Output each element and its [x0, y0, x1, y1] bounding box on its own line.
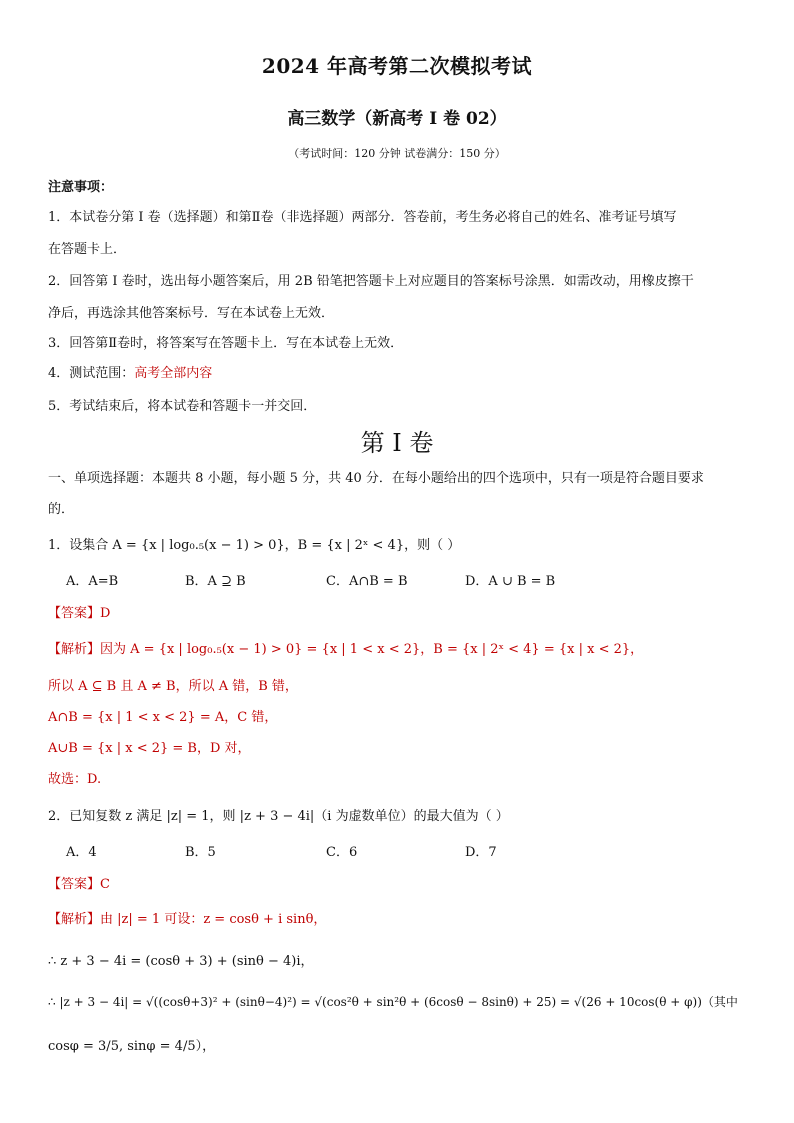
exam-meta: （考试时间：120 分钟 试卷满分：150 分） — [288, 147, 506, 160]
question-1-choice-c: C．A∩B = B — [326, 574, 408, 589]
question-2-stem: 2．已知复数 z 满足 |z| = 1，则 |z + 3 − 4i|（i 为虚数单位）的最大值为（ ） — [48, 809, 509, 824]
analysis-line: A∩B = {x | 1 < x < 2} = A，C 错， — [48, 710, 278, 725]
question-2-analysis — [48, 908, 326, 927]
question-1-choice-b: B．A ⊇ B — [185, 574, 246, 589]
analysis-line: 故选：D. — [48, 772, 102, 787]
question-1-stem: 1．设集合 A = {x | log₀.₅(x − 1) > 0}，B = {x | 2ˣ < 4}，则（ ） — [48, 538, 461, 553]
analysis-line: 由 |z| = 1 可设：z = cosθ + i sinθ， — [100, 912, 327, 927]
analysis-line: 所以 A ⊆ B 且 A ≠ B，所以 A 错，B 错， — [48, 679, 298, 694]
question-2-choice-c: C．6 — [326, 845, 358, 860]
analysis-label: 【解析】 — [48, 642, 101, 657]
notice-line: 2．回答第 I 卷时，选出每小题答案后，用 2B 铅笔把答题卡上对应题目的答案标号涂黑．如需改动，用橡皮擦干 — [48, 274, 694, 289]
section-intro: 一、单项选择题：本题共 8 小题，每小题 5 分，共 40 分．在每小题给出的四个选项中，只有一项是符合题目要求 — [48, 471, 704, 486]
section-title: 第 I 卷 — [360, 429, 434, 457]
notice-line: 1．本试卷分第 I 卷（选择题）和第Ⅱ卷（非选择题）两部分．答卷前，考生务必将自己的姓名、准考证号填写 — [48, 210, 677, 225]
notice-item-4-prefix: 4．测试范围： — [48, 366, 135, 381]
answer-label: 【答案】 — [48, 877, 101, 892]
analysis-line: ∴ |z + 3 − 4i| = √((cosθ+3)² + (sinθ−4)²) = √(cos²θ + sin²θ + (6cosθ − 8sinθ) + 25) = √(26 + 10cos(θ + φ))（其中 — [48, 995, 738, 1009]
question-2-answer — [48, 873, 110, 892]
question-1-analysis — [48, 638, 643, 657]
exam-title: 2024 年高考第二次模拟考试 — [261, 54, 533, 78]
notice-heading: 注意事项： — [48, 180, 114, 195]
analysis-line: 因为 A = {x | log₀.₅(x − 1) > 0} = {x | 1 < x < 2}，B = {x | 2ˣ < 4} = {x | x < 2}， — [100, 642, 644, 657]
answer-label: 【答案】 — [48, 606, 101, 621]
analysis-line: cosφ = 3/5, sinφ = 4/5）， — [48, 1039, 216, 1054]
notice-item-4-value: 高考全部内容 — [134, 366, 213, 381]
analysis-label: 【解析】 — [48, 912, 101, 927]
question-2-choice-a: A．4 — [66, 845, 97, 860]
question-2-choice-d: D．7 — [465, 845, 497, 860]
exam-subtitle: 高三数学（新高考 I 卷 02） — [287, 109, 507, 129]
answer-value: D — [100, 606, 111, 621]
notice-line: 3．回答第Ⅱ卷时，将答案写在答题卡上．写在本试卷上无效． — [48, 336, 404, 351]
question-1-choice-a: A．A=B — [66, 574, 119, 589]
notice-line: 在答题卡上． — [48, 242, 127, 257]
notice-item-4 — [48, 362, 212, 381]
analysis-line: ∴ z + 3 − 4i = (cosθ + 3) + (sinθ − 4)i， — [48, 954, 314, 969]
notice-item-5: 5．考试结束后，将本试卷和答题卡一并交回． — [48, 399, 317, 414]
question-1-answer — [48, 602, 110, 621]
question-2-choice-b: B．5 — [185, 845, 216, 860]
analysis-line: A∪B = {x | x < 2} = B，D 对， — [48, 741, 251, 756]
question-1-choice-d: D．A ∪ B = B — [465, 574, 556, 589]
answer-value: C — [100, 877, 110, 892]
notice-line: 净后，再选涂其他答案标号．写在本试卷上无效． — [48, 306, 335, 321]
section-intro: 的． — [48, 502, 75, 517]
